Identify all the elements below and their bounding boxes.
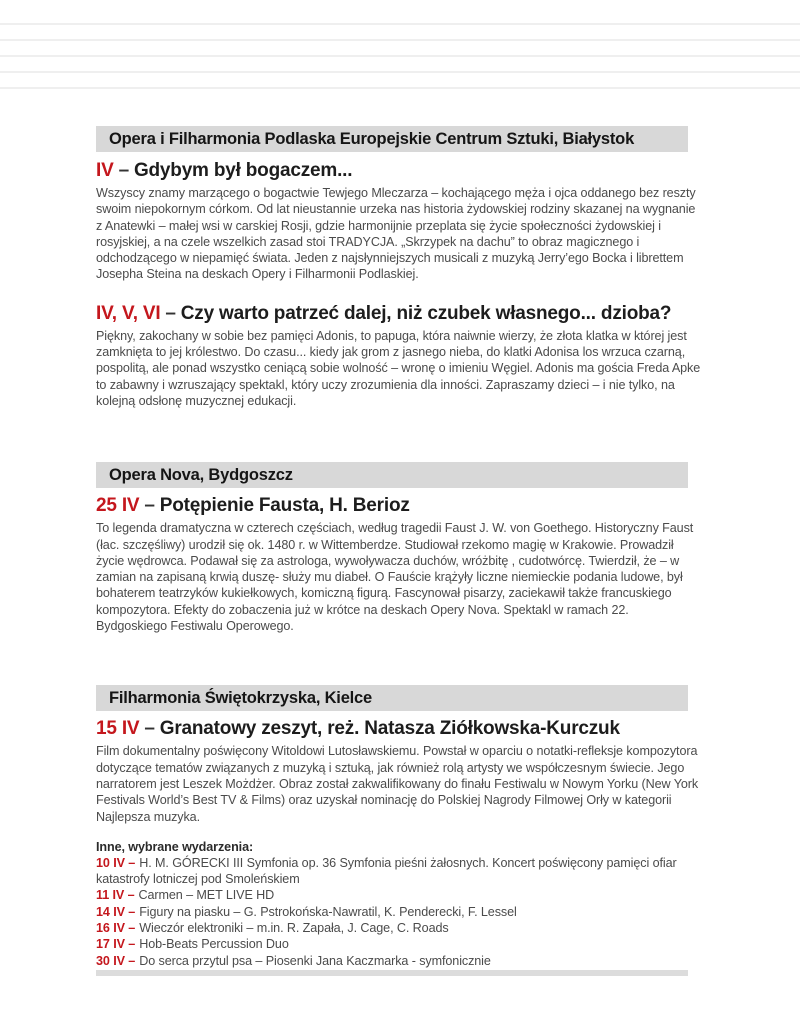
page-top-rule [0,39,800,41]
other-event-item [96,953,702,969]
venue-title: Opera i Filharmonia Podlaska Europejskie Centrum Sztuki, Białystok [109,130,635,148]
other-event-date: 14 IV – [96,904,136,919]
other-event-item [96,904,702,920]
page-top-rule [0,71,800,73]
page-top-rule [0,55,800,57]
heading-dash: – [165,302,176,324]
venue-title: Opera Nova, Bydgoszcz [109,466,293,485]
other-event-text: Wieczór elektroniki – m.in. R. Zapała, J. Cage, C. Roads [139,921,449,936]
event-heading-czy-warto-patrzec [96,303,702,325]
event-heading-gdybym-byl-bogaczem [96,160,702,182]
other-event-item [96,920,702,936]
page-top-rule [0,23,800,25]
venue-title: Filharmonia Świętokrzyska, Kielce [109,689,373,708]
event-heading-granatowy-zeszyt [96,718,702,740]
event-title: Gdybym był bogaczem... [133,160,353,181]
footer-divider-bar [96,970,688,976]
venue-header-bydgoszcz [96,462,688,488]
event-title: Granatowy zeszyt, reż. Natasza Ziółkowska-Kurczuk [159,718,620,740]
other-event-date: 10 IV – [96,855,136,870]
page-top-rules [0,0,800,89]
other-event-text: Hob-Beats Percussion Duo [139,937,289,952]
other-event-date: 16 IV – [96,921,136,936]
other-event-text: Carmen – MET LIVE HD [138,888,275,903]
other-event-text: Figury na piasku – G. Pstrokońska-Nawratil, K. Penderecki, F. Lessel [139,904,517,919]
event-date: IV, V, VI [96,302,161,324]
event-description: Film dokumentalny poświęcony Witoldowi Lutosławskiemu. Powstał w oparciu o notatki-refleksje kompozytora dotyczące tematów związanych z muzyką i sztuką, jak również rolą artysty we współczesnym świecie. Jego narratorem jest Leszek Możdżer. Obraz został zakwalifikowany do finału Festiwalu w Nowym Yorku (New York Festivals World’s Best TV & Films) oraz uzyskał nominację do Polskiej Nagrody Filmowej Orły w kategorii Najlepsza muzyka. [96,744,699,824]
other-events-heading: Inne, wybrane wydarzenia: [96,839,254,854]
event-description: Piękny, zakochany w sobie bez pamięci Adonis, to papuga, która naiwnie wierzy, że złota klatka w której jest zamknięta to jej królestwo. Do czasu... kiedy jak grom z jasnego nieba, do klatki Adonisa los wrzuca czarną, pospolitą, ale ponad wszystko ceniącą sobie wolność – wronę o imieniu Węgiel. Adonis ma gościa Freda Apke to zabawny i wzruszający spektakl, który uczy zrozumienia dla inności. Zapraszamy dzieci – i nie tylko, na kolejną odsłonę muzycznej edukacji. [96,328,701,408]
other-event-text: Do serca przytul psa – Piosenki Jana Kaczmarka - symfonicznie [139,953,491,968]
venue-header-kielce [96,685,688,711]
heading-dash: – [144,718,155,740]
heading-dash: – [144,495,155,517]
event-title: Czy warto patrzeć dalej, niż czubek własnego... dzioba? [180,302,672,324]
other-event-date: 17 IV – [96,937,136,952]
page-top-rule [0,87,800,89]
other-event-item [96,887,702,903]
event-description: Wszyscy znamy marzącego o bogactwie Tewjego Mleczarza – kochającego męża i ojca oddanego bez reszty swoim niepokornym córkom. Od lat nieustannie urzeka nas historia żydowskiej rodziny skazanej na wygnanie z Anatewki – małej wsi w carskiej Rosji, gdzie harmonijnie przeplata się życie społeczności żydowskiej i rosyjskiej, a na czele wszelkich zasad stoi TRADYCJA. „Skrzypek na dachu” to obraz magicznego i odchodzącego w niepamięć świata. Jeden z najsłynniejszych musicali z muzyką Jerry’ego Bocka i librettem Josepha Steina na deskach Opery i Filharmonii Podlaskiej. [96,186,696,282]
venue-header-bialystok [96,126,688,152]
event-title: Potępienie Fausta, H. Berioz [159,495,410,517]
other-event-item [96,936,702,952]
other-event-text: H. M. GÓRECKI III Symfonia op. 36 Symfonia pieśni żałosnych. Koncert poświęcony pamięci ofiar katastrofy lotniczej pod Smoleńskiem [96,855,677,887]
heading-dash: – [118,160,129,181]
other-event-date: 11 IV – [96,888,135,903]
events-page-content [96,126,702,969]
other-event-date: 30 IV – [96,953,136,968]
other-event-item [96,855,702,888]
event-date: IV [96,160,114,181]
event-date: 25 IV [96,495,140,517]
event-date: 15 IV [96,718,140,740]
event-heading-potepienie-fausta [96,495,702,517]
event-description: To legenda dramatyczna w czterech częściach, według tragedii Faust J. W. von Goethego. Historyczny Faust (łac. szczęśliwy) urodził się ok. 1480 r. w Wittemberdze. Studiował rzekomo magię w Krakowie. Prowadził życie wędrowca. Podawał się za astrologa, wywoływacza duchów, wróżbitę , cudotwórcę. Twierdził, że – w zamian na zapisaną krwią duszę- służy mu diabeł. O Fauście krążyły liczne niemieckie podania ludowe, był bohaterem teatrzyków kukiełkowych, komiczną figurą. Fascynował pisarzy, zaciekawił także francuskiego kompozytora. Efekty do zobaczenia już w krótce na deskach Opery Nova. Spektakl w ramach 22. Bydgoskiego Festiwalu Operowego. [96,521,694,634]
